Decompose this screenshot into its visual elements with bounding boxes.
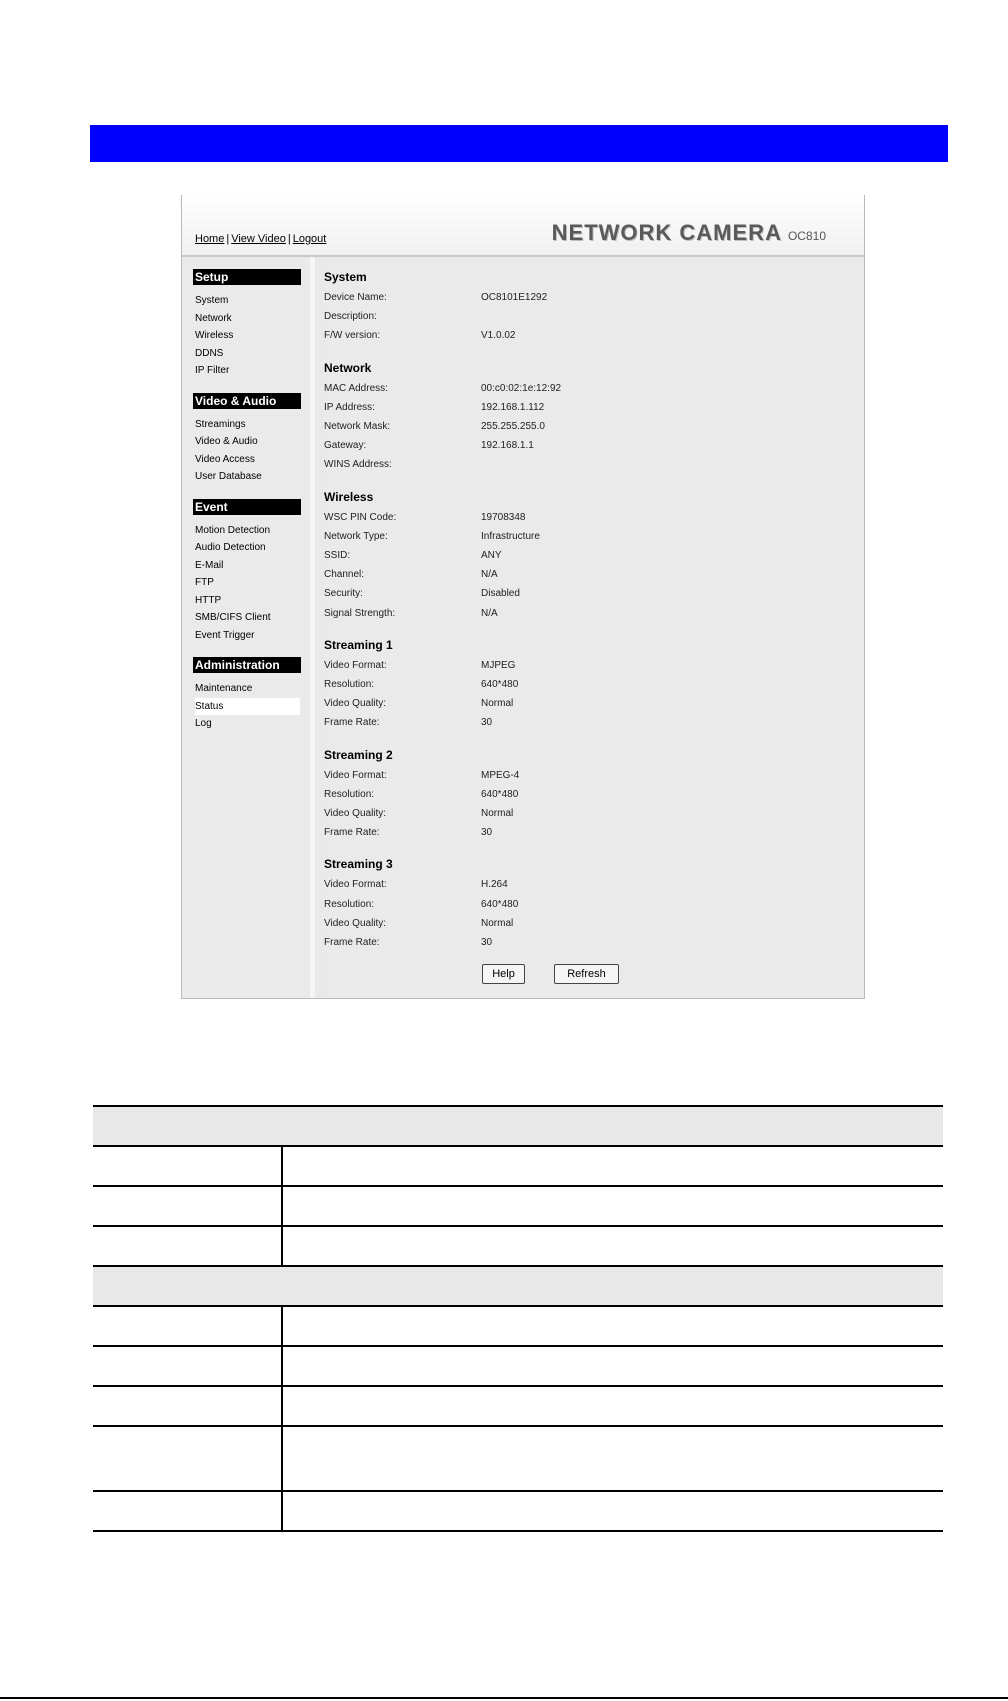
action-buttons [482,964,619,984]
footer-rule [0,1697,1008,1699]
group-title-streaming-2: Streaming 2 [324,747,393,762]
table-cell [93,1426,282,1491]
row-value: 192.168.1.1 [481,440,534,452]
sidebar-item-streamings[interactable]: Streamings [195,418,246,430]
row-value: 30 [481,827,493,839]
status-row [324,804,864,823]
section-header-bar [90,125,948,162]
sidebar-section-administration: Administration [193,657,301,673]
status-row [324,565,864,584]
row-value: V1.0.02 [481,330,516,342]
table-row [93,1386,943,1426]
status-row [324,823,864,842]
table-row [93,1226,943,1266]
table-cell [282,1146,943,1186]
row-value: Normal [481,917,514,929]
table-cell [282,1426,943,1491]
table-cell [282,1226,943,1266]
table-cell [282,1186,943,1226]
sidebar-item-maintenance[interactable]: Maintenance [195,683,253,694]
sidebar-item-ip-filter[interactable]: IP Filter [195,365,230,376]
sidebar [182,257,315,998]
row-label: Video Quality: [324,808,387,820]
refresh-button[interactable]: Refresh [554,964,619,984]
table-cell [93,1386,282,1426]
row-value: 640*480 [481,788,519,800]
link-separator: | [226,233,230,245]
row-label: Resolution: [324,898,375,910]
table-cell [282,1386,943,1426]
group-title-network: Network [324,360,372,375]
table-row [93,1146,943,1186]
status-row [324,398,864,417]
table-row [93,1491,943,1531]
table-row [93,1426,943,1491]
row-label: Video Format: [324,659,387,671]
status-row [324,713,864,732]
status-row [324,546,864,565]
row-label: Security: [324,588,363,600]
status-row [324,675,864,694]
status-row [324,455,864,474]
status-row [324,766,864,785]
camera-status-screenshot [181,195,865,999]
status-row [324,914,864,933]
sidebar-item-email[interactable]: E-Mail [195,559,224,571]
row-label: Video Quality: [324,698,387,710]
table-cell [282,1491,943,1531]
table-cell [93,1146,282,1186]
logout-link[interactable]: Logout [292,233,327,245]
table-cell [93,1346,282,1386]
sidebar-item-ddns[interactable]: DDNS [195,347,224,359]
sidebar-item-log[interactable]: Log [195,718,212,729]
group-title-streaming-1: Streaming 1 [324,637,393,652]
brand-model: OC810 [787,229,826,243]
link-separator: | [287,233,291,245]
group-title-streaming-3: Streaming 3 [324,857,393,872]
table-section-header [93,1106,943,1146]
status-row [324,508,864,527]
sidebar-item-network[interactable]: Network [195,312,232,324]
row-value: 192.168.1.112 [481,401,545,413]
sidebar-item-audio-detection[interactable]: Audio Detection [195,542,266,553]
view-video-link[interactable]: View Video [231,233,286,245]
row-value: 255.255.255.0 [481,421,545,433]
table-cell [282,1346,943,1386]
group-title-system: System [324,270,367,284]
row-value: Disabled [481,588,520,600]
table-row [93,1186,943,1226]
row-label: SSID: [324,550,351,562]
row-label: Resolution: [324,788,375,800]
row-label: Signal Strength: [324,607,396,619]
sidebar-item-smb-cifs-client[interactable]: SMB/CIFS Client [195,612,271,623]
table-cell [93,1266,943,1306]
row-label: F/W version: [324,330,381,342]
row-label: Frame Rate: [324,717,380,729]
row-label: Video Quality: [324,917,387,929]
documentation-table [93,1105,943,1532]
status-row [324,875,864,894]
row-label: Frame Rate: [324,937,380,949]
sidebar-section-video-audio: Video & Audio [193,393,301,409]
row-value: Normal [481,808,514,820]
status-row [324,379,864,398]
status-row [324,656,864,675]
sidebar-item-system[interactable]: System [195,295,229,306]
row-label: Network Type: [324,530,388,542]
row-value: MPEG-4 [481,769,520,781]
web-ui-header [182,195,864,257]
top-links [195,233,326,245]
row-value: N/A [481,569,498,581]
status-row [324,417,864,436]
status-row [324,326,864,345]
table-cell [93,1106,943,1146]
sidebar-item-event-trigger[interactable]: Event Trigger [195,629,255,641]
sidebar-item-user-database[interactable]: User Database [195,471,262,482]
table-cell [93,1226,282,1266]
row-label: Resolution: [324,679,375,691]
table-cell [93,1491,282,1531]
row-value: N/A [481,607,498,619]
row-label: Device Name: [324,292,387,303]
group-title-wireless: Wireless [324,489,374,504]
sidebar-item-http[interactable]: HTTP [195,594,222,606]
table-section-header [93,1266,943,1306]
row-label: Frame Rate: [324,827,380,839]
row-value: OC8101E1292 [481,292,548,303]
row-label: WINS Address: [324,459,392,471]
row-label: Description: [324,311,377,323]
table-cell [282,1306,943,1346]
row-label: Video Format: [324,769,387,781]
row-label: Gateway: [324,440,367,452]
table-row [93,1346,943,1386]
sidebar-item-status[interactable]: Status [195,698,300,716]
row-value: ANY [481,550,502,562]
row-label: Video Format: [324,879,387,891]
row-label: Channel: [324,569,365,581]
help-button[interactable]: Help [482,964,525,984]
status-row [324,785,864,804]
row-value: Normal [481,698,514,710]
status-row [324,436,864,455]
sidebar-item-motion-detection[interactable]: Motion Detection [195,524,271,536]
row-value: Infrastructure [481,530,540,542]
row-value: 30 [481,717,493,729]
row-label: WSC PIN Code: [324,511,397,523]
brand-title: NETWORK CAMERA [551,220,782,245]
status-row [324,527,864,546]
row-label: Network Mask: [324,421,391,433]
status-row [324,933,864,952]
table-cell [93,1306,282,1346]
status-row [324,895,864,914]
row-value: 640*480 [481,898,519,910]
sidebar-item-ftp[interactable]: FTP [195,577,214,588]
row-value: 640*480 [481,679,519,691]
sidebar-item-video-audio[interactable]: Video & Audio [195,436,258,447]
status-row [324,694,864,713]
sidebar-section-setup: Setup [193,269,301,285]
status-content [324,257,864,998]
row-label: MAC Address: [324,382,388,394]
row-value: MJPEG [481,659,516,671]
sidebar-item-wireless[interactable]: Wireless [195,330,234,341]
status-row [324,307,864,326]
row-value: 30 [481,937,493,949]
sidebar-item-video-access[interactable]: Video Access [195,453,255,465]
row-value: 19708348 [481,511,526,523]
home-link[interactable]: Home [195,233,225,245]
status-row [324,604,864,623]
table-row [93,1306,943,1346]
row-value: 00:c0:02:1e:12:92 [481,382,562,394]
status-row [324,288,864,307]
table-cell [93,1186,282,1226]
status-row [324,584,864,603]
row-value: H.264 [481,879,508,891]
row-label: IP Address: [324,401,375,413]
brand [552,220,826,246]
sidebar-section-event: Event [193,499,301,515]
